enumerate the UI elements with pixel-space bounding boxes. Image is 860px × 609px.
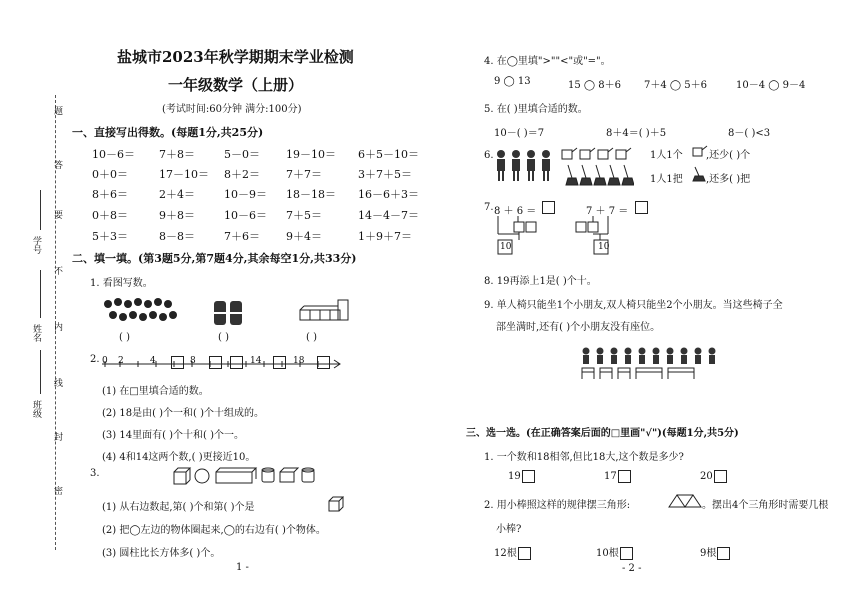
numberline-answer-box[interactable] bbox=[209, 356, 222, 369]
broom-group-icon bbox=[562, 164, 634, 186]
watering-can-group-icon bbox=[560, 144, 632, 162]
problem: 10－9＝ bbox=[224, 188, 267, 201]
s3-q1-option[interactable] bbox=[604, 470, 632, 483]
problem: 1＋9＋7＝ bbox=[358, 230, 412, 243]
q6-number: 6. bbox=[484, 150, 494, 161]
checkbox[interactable] bbox=[717, 547, 730, 560]
section1-heading: 一、直接写出得数。(每题1分,共25分) bbox=[72, 126, 264, 139]
problem: 7＋8＝ bbox=[159, 148, 195, 161]
q3-item: (2) 把◯左边的物体圈起来,◯的右边有( )个物体。 bbox=[102, 525, 326, 536]
binding-char: 题 bbox=[52, 106, 62, 115]
problem: 7＋5＝ bbox=[286, 209, 322, 222]
binding-char: 答 bbox=[52, 160, 62, 169]
s3-q1: 1. 一个数和18相邻,但比18大,这个数是多少? bbox=[484, 452, 684, 463]
problem: 5＋3＝ bbox=[92, 230, 128, 243]
page-number-right: - 2 - bbox=[622, 563, 642, 574]
numberline-answer-box[interactable] bbox=[273, 356, 286, 369]
exam-info: (考试时间:60分钟 满分:100分) bbox=[162, 104, 302, 115]
q6-line2-blank[interactable]: ,还多( )把 bbox=[706, 174, 751, 185]
checkbox[interactable] bbox=[618, 470, 631, 483]
q5-item[interactable]: 8－( )<3 bbox=[728, 128, 771, 139]
tick-label: 14 bbox=[250, 356, 262, 366]
exam-title: 盐城市2023年秋学期期末学业检测 bbox=[117, 48, 354, 66]
q1-label: 1. 看图写数。 bbox=[90, 278, 153, 289]
problem: 6＋5－10＝ bbox=[358, 148, 419, 161]
binding-char: 不 bbox=[52, 266, 62, 275]
q6-line1: 1人1个 bbox=[650, 150, 683, 161]
checkbox[interactable] bbox=[620, 547, 633, 560]
q4-item[interactable]: 15 ◯ 8＋6 bbox=[568, 80, 621, 91]
q7-number: 7. bbox=[484, 202, 494, 213]
problem: 5－0＝ bbox=[224, 148, 260, 161]
problem: 2＋4＝ bbox=[159, 188, 195, 201]
class-label: 班级 bbox=[31, 400, 41, 418]
binding-char: 要 bbox=[52, 210, 62, 219]
problem: 8＋6＝ bbox=[92, 188, 128, 201]
cube-icon bbox=[328, 496, 344, 512]
student-number-field[interactable] bbox=[40, 190, 41, 230]
q6-line2: 1人1把 bbox=[650, 174, 683, 185]
page-number-left: 1 - bbox=[236, 562, 249, 573]
problem: 8＋2＝ bbox=[224, 168, 260, 181]
broom-icon bbox=[692, 166, 706, 182]
section2-heading: 二、填一填。(第3题5分,第7题4分,其余每空1分,共33分) bbox=[72, 252, 357, 265]
problem: 9＋4＝ bbox=[286, 230, 322, 243]
option-label: 12根 bbox=[494, 548, 517, 559]
binding-char: 线 bbox=[52, 378, 62, 387]
q1-blank[interactable]: ( ) bbox=[119, 332, 130, 343]
problem: 3＋7＋5＝ bbox=[358, 168, 412, 181]
number-line bbox=[100, 354, 344, 374]
q1-blank[interactable]: ( ) bbox=[306, 332, 317, 343]
student-number-label: 学号 bbox=[31, 236, 41, 254]
checkbox[interactable] bbox=[714, 470, 727, 483]
q8-label: 8. 19再添上1是( )个十。 bbox=[484, 276, 597, 287]
arithmetic-grid bbox=[92, 146, 432, 246]
s3-q2-line1b: 。摆出4个三角形时需要几根 bbox=[702, 500, 829, 511]
q4-item[interactable]: 7＋4 ◯ 5＋6 bbox=[644, 80, 707, 91]
q3-number: 3. bbox=[90, 468, 100, 479]
problem: 14－4－7＝ bbox=[358, 209, 419, 222]
q9-line2: 部坐满时,还有( )个小朋友没有座位。 bbox=[496, 322, 661, 333]
q2-item: (1) 在□里填合适的数。 bbox=[102, 386, 209, 397]
stick-bundle-icon bbox=[212, 300, 246, 326]
numberline-answer-box[interactable] bbox=[230, 356, 243, 369]
q7-answer-box[interactable] bbox=[635, 201, 648, 214]
q4-label: 4. 在◯里填">""<"或"="。 bbox=[484, 56, 611, 67]
problem: 10－6＝ bbox=[92, 148, 135, 161]
q3-item: (3) 圆柱比长方体多( )个。 bbox=[102, 548, 221, 559]
option-label: 17 bbox=[604, 471, 617, 482]
name-field[interactable] bbox=[40, 270, 41, 318]
q7-left-equation: 8 ＋ 6 ＝ bbox=[494, 206, 537, 217]
q7-right-equation: 7 ＋ 7 ＝ bbox=[586, 206, 629, 217]
children-group-icon bbox=[494, 148, 558, 184]
q6-line1-blank[interactable]: ,还少( )个 bbox=[706, 150, 751, 161]
problem: 0＋0＝ bbox=[92, 168, 128, 181]
q7-ten-box: 10 bbox=[598, 242, 610, 252]
problem: 10－6＝ bbox=[224, 209, 267, 222]
s3-q1-option[interactable] bbox=[508, 470, 536, 483]
q5-item[interactable]: 10－( )＝7 bbox=[494, 128, 545, 139]
q2-number: 2. bbox=[90, 354, 100, 365]
class-field[interactable] bbox=[40, 350, 41, 394]
q2-item: (4) 4和14这两个数,( )更接近10。 bbox=[102, 452, 256, 463]
problem: 19－10＝ bbox=[286, 148, 336, 161]
solid-shapes-row bbox=[172, 466, 342, 486]
option-label: 19 bbox=[508, 471, 521, 482]
tick-label: 2 bbox=[118, 356, 124, 366]
option-label: 20 bbox=[700, 471, 713, 482]
tick-label: 4 bbox=[150, 356, 156, 366]
cube-blocks-icon bbox=[299, 298, 351, 324]
s3-q2-option[interactable] bbox=[494, 544, 532, 560]
problem: 7＋7＝ bbox=[286, 168, 322, 181]
name-label: 姓名 bbox=[31, 324, 41, 342]
q7-ten-box: 10 bbox=[500, 242, 512, 252]
q5-label: 5. 在( )里填合适的数。 bbox=[484, 104, 588, 115]
problem: 18－18＝ bbox=[286, 188, 336, 201]
tick-label: 0 bbox=[102, 356, 108, 366]
checkbox[interactable] bbox=[522, 470, 535, 483]
s3-q2-line2: 小棒? bbox=[496, 524, 522, 535]
binding-char: 内 bbox=[52, 322, 62, 331]
q2-item: (2) 18是由( )个一和( )个十组成的。 bbox=[102, 408, 265, 419]
problem: 0＋8＝ bbox=[92, 209, 128, 222]
q4-item[interactable]: 10－4 ◯ 9－4 bbox=[736, 80, 806, 91]
binding-char: 封 bbox=[52, 432, 62, 441]
q3-item: (1) 从右边数起,第( )个和第( )个是 bbox=[102, 502, 255, 513]
binding-char: 密 bbox=[52, 486, 62, 495]
q4-item[interactable]: 9 ◯ 13 bbox=[494, 76, 531, 87]
tick-label: 18 bbox=[293, 356, 305, 366]
exam-subtitle: 一年级数学（上册） bbox=[168, 76, 304, 94]
problem: 7＋6＝ bbox=[224, 230, 260, 243]
numberline-answer-box[interactable] bbox=[171, 356, 184, 369]
option-label: 10根 bbox=[596, 548, 619, 559]
s3-q2-option[interactable] bbox=[700, 544, 731, 560]
children-chairs-icon bbox=[578, 346, 724, 380]
q9-line1: 9. 单人椅只能坐1个小朋友,双人椅只能坐2个小朋友。当这些椅子全 bbox=[484, 300, 783, 311]
flower-group-icon bbox=[102, 297, 184, 325]
q7-answer-box[interactable] bbox=[542, 201, 555, 214]
option-label: 9根 bbox=[700, 548, 717, 559]
q1-blank[interactable]: ( ) bbox=[218, 332, 229, 343]
q2-item: (3) 14里面有( )个十和( )个一。 bbox=[102, 430, 245, 441]
numberline-answer-box[interactable] bbox=[317, 356, 330, 369]
s3-q2-line1: 2. 用小棒照这样的规律摆三角形: bbox=[484, 500, 631, 511]
problem: 9＋8＝ bbox=[159, 209, 195, 222]
checkbox[interactable] bbox=[518, 547, 531, 560]
section3-heading: 三、选一选。(在正确答案后面的□里画"√")(每题1分,共5分) bbox=[466, 428, 739, 439]
problem: 17－10＝ bbox=[159, 168, 209, 181]
triangle-pattern-icon bbox=[668, 494, 702, 508]
s3-q2-option[interactable] bbox=[596, 544, 634, 560]
problem: 16－6＋3＝ bbox=[358, 188, 419, 201]
s3-q1-option[interactable] bbox=[700, 470, 728, 483]
tick-label: 8 bbox=[190, 356, 196, 366]
problem: 8－8＝ bbox=[159, 230, 195, 243]
q5-item[interactable]: 8＋4＝( )＋5 bbox=[606, 128, 667, 139]
